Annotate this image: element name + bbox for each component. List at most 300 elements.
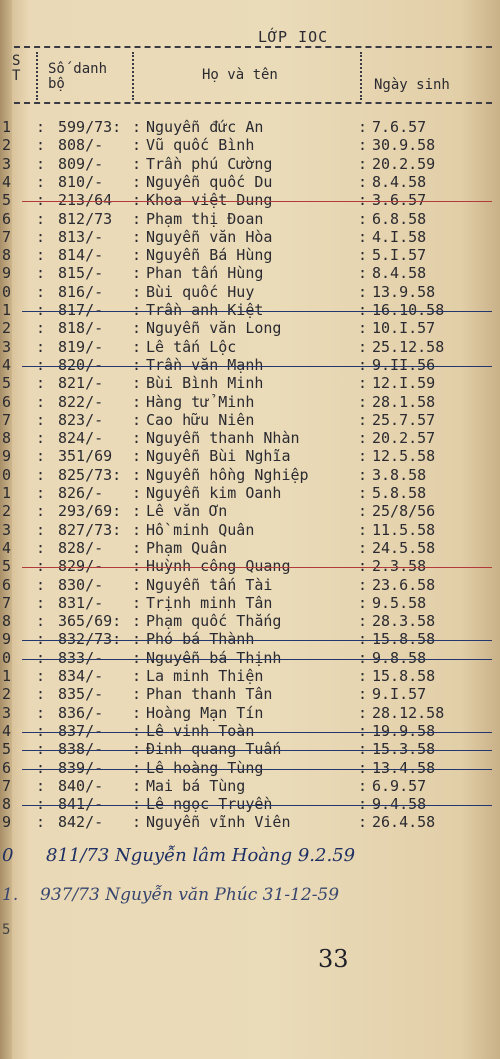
colon: : (36, 612, 46, 631)
birth-date: 26.4.58 (372, 813, 436, 832)
row-number: 7 (2, 776, 12, 795)
strikethrough-line (22, 769, 492, 770)
colon: : (358, 227, 368, 246)
table-row (0, 685, 500, 705)
registration-number: 599/73: (58, 118, 122, 136)
registration-number: 824/- (58, 429, 104, 448)
student-name: Khoa việt Dung (146, 191, 273, 210)
birth-date: 11.5.58 (372, 520, 436, 539)
colon: : (132, 410, 142, 429)
row-number: 4 (2, 172, 12, 191)
table-row (0, 539, 500, 559)
colon: : (36, 337, 46, 356)
colon: : (358, 557, 368, 576)
birth-date: 9.4.58 (372, 795, 427, 814)
registration-number: 820/- (58, 355, 104, 374)
registration-number: 823/- (58, 410, 104, 429)
registration-number: 825/73: (58, 465, 122, 484)
colon: : (132, 795, 142, 814)
table-row (0, 795, 500, 815)
student-name: Nguyễn văn Hòa (146, 227, 273, 246)
registration-number: 812/73 (58, 209, 113, 228)
registration-number: 835/- (58, 685, 104, 704)
birth-date: 3.8.58 (372, 465, 427, 484)
colon: : (358, 575, 368, 594)
student-name: Nguyễn kim Oanh (146, 484, 282, 502)
row-number: 7 (2, 227, 12, 246)
colon: : (358, 301, 368, 319)
table-row (0, 246, 500, 266)
colon: : (132, 264, 142, 283)
registration-number: 829/- (58, 557, 104, 576)
student-name: Lê văn Ơn (146, 502, 228, 521)
row-number: 0 (2, 282, 12, 301)
birth-date: 4.I.58 (372, 227, 427, 246)
student-name: Nguyễn quốc Du (146, 172, 273, 191)
student-name: Nguyễn vĩnh Viên (146, 813, 291, 832)
colon: : (36, 776, 46, 795)
colon: : (36, 209, 46, 228)
colon: : (132, 136, 142, 155)
row-number: 1 (2, 484, 12, 502)
birth-date: 28.12.58 (372, 703, 445, 722)
header-bottom-rule (14, 102, 492, 104)
strikethrough-line (22, 640, 492, 641)
student-name: Lê tấn Lộc (146, 337, 237, 356)
strikethrough-line (22, 750, 492, 751)
birth-date: 20.2.59 (372, 154, 436, 173)
table-row (0, 118, 500, 138)
row-number: 8 (2, 246, 12, 265)
row-number: 3 (2, 703, 12, 722)
birth-date: 15.8.58 (372, 667, 436, 685)
student-name: Trần văn Mạnh (146, 355, 264, 374)
table-row (0, 740, 500, 760)
birth-date: 10.I.57 (372, 319, 436, 338)
registration-number: 818/- (58, 319, 104, 338)
table-row (0, 264, 500, 284)
birth-date: 30.9.58 (372, 136, 436, 155)
strikethrough-line (22, 366, 492, 367)
row-number: 1 (2, 667, 12, 685)
row-number: 4 (2, 355, 12, 374)
colon: : (36, 264, 46, 283)
birth-date: 9.II.56 (372, 355, 436, 374)
registration-number: 834/- (58, 667, 104, 685)
table-row (0, 191, 500, 211)
birth-date: 15.3.58 (372, 740, 436, 759)
colon: : (36, 520, 46, 539)
colon: : (36, 429, 46, 448)
colon: : (132, 191, 142, 210)
registration-number: 828/- (58, 538, 104, 557)
row-number: 3 (2, 154, 12, 173)
table-row (0, 813, 500, 833)
colon: : (132, 118, 142, 136)
birth-date: 5.I.57 (372, 246, 427, 265)
colon: : (132, 721, 142, 740)
colon: : (36, 740, 46, 759)
colon: : (132, 520, 142, 539)
table-row (0, 667, 500, 687)
row-number: 6 (2, 209, 12, 228)
table-row (0, 502, 500, 522)
colon: : (358, 410, 368, 429)
colon: : (132, 484, 142, 502)
row-number: 9 (2, 813, 12, 832)
colon: : (132, 282, 142, 301)
birth-date: 13.9.58 (372, 282, 436, 301)
header-divider (360, 52, 362, 100)
birth-date: 13.4.58 (372, 758, 436, 777)
birth-date: 9.I.57 (372, 685, 427, 704)
colon: : (36, 538, 46, 557)
birth-date: 8.4.58 (372, 264, 427, 283)
colon: : (36, 557, 46, 576)
colon: : (36, 374, 46, 393)
birth-date: 9.5.58 (372, 593, 427, 612)
row-number: 2 (2, 502, 12, 521)
colon: : (132, 685, 142, 704)
colon: : (358, 209, 368, 228)
registration-number: 826/- (58, 484, 104, 502)
table-row (0, 722, 500, 742)
class-title: LỚP IOC (258, 28, 329, 46)
table-row (0, 466, 500, 486)
registration-number: 816/- (58, 282, 104, 301)
colon: : (36, 630, 46, 649)
colon: : (358, 337, 368, 356)
student-name: Hàng tử Minh (146, 392, 255, 411)
colon: : (132, 557, 142, 576)
colon: : (358, 612, 368, 631)
row-number: 3 (2, 520, 12, 539)
row-number: 3 (2, 337, 12, 356)
student-name: Cao hữu Niên (146, 410, 255, 429)
registration-number: 831/- (58, 593, 104, 612)
registration-number: 814/- (58, 246, 104, 265)
colon: : (358, 630, 368, 649)
table-row (0, 521, 500, 541)
registration-number: 293/69: (58, 502, 122, 521)
colon: : (132, 447, 142, 466)
row-number: 2 (2, 136, 12, 155)
birth-date: 15.8.58 (372, 630, 436, 649)
student-name: Huỳnh công Quang (146, 557, 291, 576)
handwritten-entry: 811/73 Nguyễn lâm Hoàng 9.2.59 (46, 845, 356, 866)
student-name: Lê vinh Toàn (146, 721, 255, 740)
colon: : (132, 776, 142, 795)
table-row (0, 283, 500, 303)
colon: : (358, 758, 368, 777)
registration-number: 827/73: (58, 520, 122, 539)
header-so-danh-bo: Số danh bộ (48, 61, 108, 92)
table-row (0, 393, 500, 413)
student-name: Nguyễn thanh Nhàn (146, 429, 300, 448)
birth-date: 8.4.58 (372, 172, 427, 191)
birth-date: 5.8.58 (372, 484, 427, 502)
colon: : (36, 721, 46, 740)
row-number: 4 (2, 721, 12, 740)
registration-number: 821/- (58, 374, 104, 393)
colon: : (132, 630, 142, 649)
header-divider (36, 52, 38, 100)
colon: : (358, 465, 368, 484)
row-number: 7 (2, 593, 12, 612)
strikethrough-line (22, 732, 492, 733)
colon: : (132, 374, 142, 393)
colon: : (358, 703, 368, 722)
registration-number: 808/- (58, 136, 104, 155)
registration-number: 815/- (58, 264, 104, 283)
colon: : (132, 703, 142, 722)
student-name: Bùi Bình Minh (146, 374, 264, 393)
colon: : (358, 319, 368, 338)
colon: : (132, 246, 142, 265)
row-number: 6 (2, 758, 12, 777)
colon: : (358, 118, 368, 136)
colon: : (358, 648, 368, 667)
student-name: Lê hoàng Tùng (146, 758, 264, 777)
student-name: Phan thanh Tân (146, 685, 273, 704)
row-number: 8 (2, 429, 12, 448)
row-number: 5 (2, 191, 12, 210)
row-number: 8 (2, 612, 12, 631)
colon: : (36, 703, 46, 722)
colon: : (36, 465, 46, 484)
colon: : (36, 355, 46, 374)
colon: : (358, 502, 368, 521)
row-number: 5 (2, 557, 12, 576)
student-name: Nguyễn tấn Tài (146, 575, 273, 594)
colon: : (358, 813, 368, 832)
registration-number: 839/- (58, 758, 104, 777)
table-row (0, 557, 500, 577)
student-name: Nguyễn hồng Nghiệp (146, 465, 309, 484)
table-row (0, 612, 500, 632)
colon: : (36, 282, 46, 301)
header-stt: S T (12, 53, 21, 84)
table-row (0, 594, 500, 614)
colon: : (358, 740, 368, 759)
colon: : (358, 172, 368, 191)
registration-number: 833/- (58, 648, 104, 667)
registration-number: 836/- (58, 703, 104, 722)
table-row (0, 356, 500, 376)
colon: : (358, 447, 368, 466)
student-name: Phạm quốc Thắng (146, 612, 282, 631)
registration-number: 810/- (58, 172, 104, 191)
table-row (0, 301, 500, 321)
birth-date: 12.5.58 (372, 447, 436, 466)
birth-date: 2.3.58 (372, 557, 427, 576)
colon: : (36, 191, 46, 210)
student-name: La minh Thiện (146, 667, 264, 685)
birth-date: 19.9.58 (372, 721, 436, 740)
student-name: Phạm thị Đoan (146, 209, 264, 228)
row-number: 9 (2, 447, 12, 466)
header-top-rule (14, 46, 492, 48)
strikethrough-line (22, 201, 492, 202)
header-ngay-sinh: Ngày sinh (374, 77, 450, 93)
student-name: Nguyễn bá Thịnh (146, 648, 282, 667)
row-number: 5 (2, 374, 12, 393)
header-divider (132, 52, 134, 100)
colon: : (358, 721, 368, 740)
colon: : (132, 648, 142, 667)
row-number: 5 (2, 740, 12, 759)
handwritten-idx: 1. (2, 885, 19, 905)
colon: : (132, 758, 142, 777)
table-row (0, 630, 500, 650)
handwritten-entry: 937/73 Nguyễn văn Phúc 31-12-59 (40, 885, 340, 905)
row-number: 1 (2, 301, 12, 319)
colon: : (132, 227, 142, 246)
colon: : (36, 795, 46, 814)
table-row (0, 777, 500, 797)
colon: : (36, 484, 46, 502)
birth-date: 25.12.58 (372, 337, 445, 356)
colon: : (36, 410, 46, 429)
table-row (0, 484, 500, 504)
registration-number: 351/69 (58, 447, 113, 466)
student-name: Nguyễn Bùi Nghĩa (146, 447, 291, 466)
birth-date: 6.9.57 (372, 776, 427, 795)
colon: : (358, 191, 368, 210)
registration-number: 838/- (58, 740, 104, 759)
student-name: Nguyễn đức An (146, 118, 264, 136)
row-number: 2 (2, 319, 12, 338)
birth-date: 16.10.58 (372, 301, 445, 319)
colon: : (36, 118, 46, 136)
birth-date: 25/8/56 (372, 502, 436, 521)
table-row (0, 576, 500, 596)
colon: : (132, 465, 142, 484)
row-number: 4 (2, 538, 12, 557)
colon: : (36, 758, 46, 777)
registration-number: 841/- (58, 795, 104, 814)
colon: : (36, 227, 46, 246)
registration-number: 817/- (58, 301, 104, 319)
birth-date: 25.7.57 (372, 410, 436, 429)
table-row (0, 374, 500, 394)
table-row (0, 319, 500, 339)
row-number: 2 (2, 685, 12, 704)
header-ho-va-ten: Họ và tên (202, 67, 278, 83)
colon: : (358, 154, 368, 173)
colon: : (358, 136, 368, 155)
student-name: Phó bá Thành (146, 630, 255, 649)
table-row (0, 649, 500, 669)
student-name: Nguyễn văn Long (146, 319, 282, 338)
colon: : (132, 667, 142, 685)
colon: : (132, 813, 142, 832)
colon: : (358, 520, 368, 539)
colon: : (36, 593, 46, 612)
colon: : (358, 795, 368, 814)
student-name: Trần anh Kiệt (146, 301, 264, 319)
birth-date: 28.1.58 (372, 392, 436, 411)
colon: : (358, 538, 368, 557)
colon: : (358, 355, 368, 374)
student-name: Đinh quang Tuấn (146, 740, 282, 759)
handwritten-idx: 0 (2, 845, 14, 866)
registration-number: 840/- (58, 776, 104, 795)
strikethrough-line (22, 311, 492, 312)
strikethrough-line (22, 567, 492, 568)
birth-date: 20.2.57 (372, 429, 436, 448)
student-name: Trần phú Cường (146, 154, 273, 173)
table-row (0, 704, 500, 724)
colon: : (358, 484, 368, 502)
colon: : (36, 648, 46, 667)
colon: : (36, 813, 46, 832)
colon: : (358, 429, 368, 448)
row-number: 6 (2, 392, 12, 411)
table-row (0, 447, 500, 467)
colon: : (132, 209, 142, 228)
strikethrough-line (22, 805, 492, 806)
colon: : (132, 740, 142, 759)
strikethrough-line (22, 659, 492, 660)
registration-number: 822/- (58, 392, 104, 411)
colon: : (132, 154, 142, 173)
student-name: Nguyễn Bá Hùng (146, 246, 273, 265)
student-name: Vũ quốc Bình (146, 136, 255, 155)
colon: : (132, 593, 142, 612)
colon: : (36, 392, 46, 411)
birth-date: 23.6.58 (372, 575, 436, 594)
colon: : (358, 374, 368, 393)
student-name: Phạm Quân (146, 538, 228, 557)
row-number: 9 (2, 630, 12, 649)
birth-date: 24.5.58 (372, 538, 436, 557)
corner-mark: 5 (2, 922, 11, 938)
colon: : (36, 172, 46, 191)
colon: : (358, 667, 368, 685)
registration-number: 830/- (58, 575, 104, 594)
student-name: Trịnh minh Tân (146, 593, 273, 612)
row-number: 6 (2, 575, 12, 594)
table-row (0, 411, 500, 431)
row-number: 0 (2, 465, 12, 484)
birth-date: 6.8.58 (372, 209, 427, 228)
table-row (0, 429, 500, 449)
colon: : (36, 301, 46, 319)
student-name: Lê ngọc Truyền (146, 795, 273, 814)
registration-number: 832/73: (58, 630, 122, 649)
colon: : (132, 538, 142, 557)
registration-number: 213/64 (58, 191, 113, 210)
colon: : (36, 447, 46, 466)
student-name: Hoàng Mạn Tín (146, 703, 264, 722)
registration-number: 813/- (58, 227, 104, 246)
colon: : (36, 154, 46, 173)
colon: : (358, 264, 368, 283)
colon: : (358, 282, 368, 301)
colon: : (132, 337, 142, 356)
registration-number: 837/- (58, 721, 104, 740)
registration-number: 809/- (58, 154, 104, 173)
student-name: Hồ minh Quân (146, 520, 255, 539)
birth-date: 3.6.57 (372, 191, 427, 210)
colon: : (358, 593, 368, 612)
birth-date: 28.3.58 (372, 612, 436, 631)
row-number: 1 (2, 118, 12, 136)
colon: : (132, 429, 142, 448)
table-row (0, 210, 500, 230)
colon: : (36, 667, 46, 685)
